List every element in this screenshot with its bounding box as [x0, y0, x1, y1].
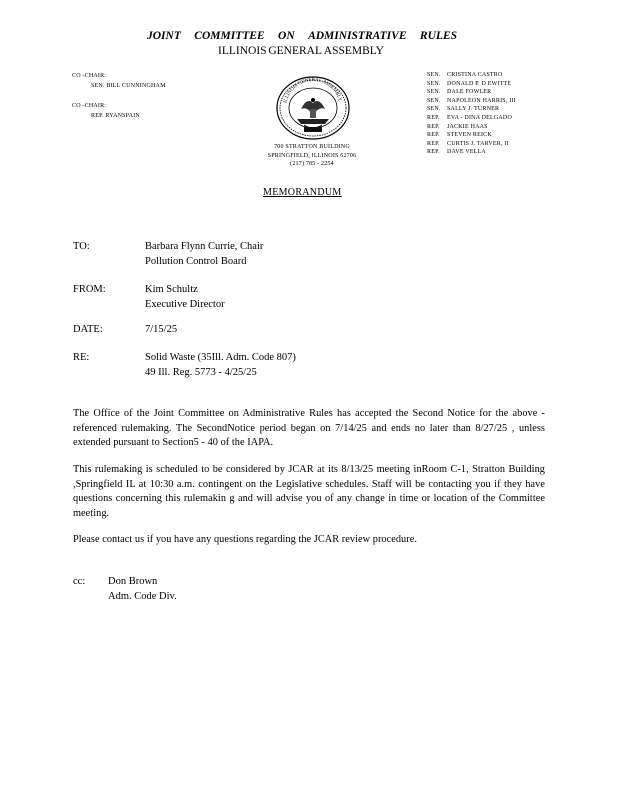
- state-seal: [274, 75, 352, 141]
- title-word: ADMINISTRATIVE: [308, 30, 407, 42]
- re-register: 49 Ill. Reg. 5773 - 4/25/25: [145, 366, 257, 378]
- co-chair-label: CO -CHAIR:: [72, 73, 107, 79]
- committee-address: [253, 143, 371, 169]
- date-label: DATE:: [73, 324, 103, 335]
- title-word: ON: [278, 30, 295, 42]
- from-label: FROM:: [73, 284, 106, 295]
- co-chair-name: REP. RYANSPAIN: [91, 112, 140, 119]
- re-label: RE:: [73, 352, 90, 363]
- from-title: Executive Director: [145, 298, 225, 310]
- address-line: 700 STRATTON BUILDING: [274, 144, 350, 150]
- co-chair-label: CO -CHAIR:: [72, 103, 107, 109]
- co-chair-name: SEN. BILL CUNNINGHAM: [91, 82, 166, 89]
- to-label: TO:: [73, 241, 90, 252]
- member-row: REP. CURTIS J. TARVER, II: [427, 140, 509, 147]
- committee-title: [147, 30, 457, 42]
- seal-ring-text: ILLINOIS GENERAL ASSEMBLY: [283, 77, 343, 104]
- re-field: [73, 351, 553, 381]
- co-chair-block: [72, 72, 166, 90]
- phone-line: (217) 785 - 2254: [290, 161, 334, 168]
- title-word: JOINT: [147, 30, 181, 42]
- subtitle-word: GENERAL: [268, 45, 322, 57]
- body-paragraph: This rulemaking is scheduled to be considered by JCAR at its 8/13/25 meeting inRoom C-1, Stratton Building ,Springfield IL at 10:30 a.m. contingent on the Legislative schedules. Staff will be contacting you if they have questions concerning this rulemakin g and will advise you of any change in time or location of the Committee meeting.: [73, 464, 545, 519]
- cc-recipient: Don Brown: [108, 576, 158, 587]
- re-subject: Solid Waste (35Ill. Adm. Code 807): [145, 352, 296, 363]
- cc-division: Adm. Code Div.: [108, 590, 177, 602]
- from-field: [73, 283, 553, 313]
- co-chair-block: [72, 102, 140, 120]
- address-line: SPRINGFIELD, ILLINOIS 62706: [267, 152, 357, 159]
- date-value: 7/15/25: [145, 324, 178, 335]
- member-list: [427, 71, 516, 157]
- from-sender: Kim Schultz: [145, 284, 198, 295]
- to-recipient: Barbara Flynn Currie, Chair: [145, 241, 264, 252]
- member-row: REP. JACKIE HAAS: [427, 123, 488, 130]
- member-row: SEN. CRISTINA CASTRO: [427, 72, 503, 78]
- seal-icon: [274, 75, 352, 141]
- to-field: [73, 240, 553, 270]
- member-row: SEN. SALLY J. TURNER: [427, 106, 500, 113]
- title-word: COMMITTEE: [194, 30, 265, 42]
- member-row: REP. EVA - DINA DELGADO: [427, 114, 512, 121]
- cc-label: cc:: [73, 576, 86, 587]
- assembly-subtitle: [218, 45, 384, 57]
- subtitle-word: ILLINOIS: [218, 45, 267, 57]
- member-row: SEN. DONALD P. D EWITTE: [427, 80, 512, 87]
- memorandum-title: MEMORANDUM: [263, 187, 342, 198]
- title-word: RULES: [419, 30, 457, 42]
- subtitle-word: ASSEMBLY: [323, 45, 384, 57]
- member-row: REP. STEVEN REICK: [427, 132, 492, 139]
- member-row: SEN. NAPOLEON HARRIS, III: [427, 97, 516, 104]
- member-row: SEN. DALE FOWLER: [427, 89, 492, 96]
- to-organization: Pollution Control Board: [145, 255, 247, 267]
- body-paragraph: Please contact us if you have any questions regarding the JCAR review procedure.: [73, 534, 417, 545]
- member-row: REP. DAVE VELLA: [427, 149, 486, 156]
- date-field: [73, 323, 553, 338]
- cc-block: [73, 575, 273, 605]
- body-paragraph: The Office of the Joint Committee on Administrative Rules has accepted the Second Notice for the above -referenced rulemaking. The SecondNotice period began on 7/14/25 and ends no later than 8/27/25 , unless extended pursuant to Section5 - 40 of the IAPA.: [73, 408, 545, 448]
